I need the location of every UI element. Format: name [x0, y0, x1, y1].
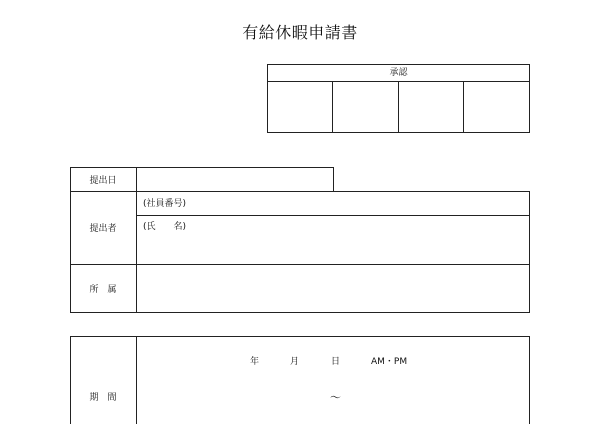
period-ampm-label: AM・PM [371, 357, 408, 367]
department-label: 所 属 [89, 285, 117, 295]
period-month-label: 月 [290, 357, 300, 367]
form-title: 有給休暇申請書 [242, 23, 358, 42]
submission-date-field[interactable] [137, 168, 332, 190]
period-year-label: 年 [250, 357, 260, 367]
approval-box [267, 64, 530, 133]
period-field[interactable] [137, 337, 528, 424]
border-line [70, 336, 71, 424]
approval-stamp-cell-4[interactable] [464, 82, 529, 132]
approval-stamp-cell-3[interactable] [399, 82, 464, 132]
submitter-label: 提出者 [89, 224, 117, 234]
approval-header: 承認 [268, 65, 529, 82]
border-line [70, 312, 530, 313]
employee-number-field[interactable] [200, 192, 528, 214]
border-line [529, 191, 530, 313]
employee-number-label: (社員番号) [143, 199, 187, 209]
name-field[interactable] [200, 216, 528, 263]
period-label: 期 間 [89, 393, 117, 403]
approval-stamp-cell-2[interactable] [333, 82, 399, 132]
period-separator: ～ [330, 391, 341, 404]
approval-stamp-cell-1[interactable] [268, 82, 333, 132]
period-day-label: 日 [331, 357, 341, 367]
name-label: (氏 名) [143, 222, 187, 232]
submission-date-label: 提出日 [89, 176, 117, 186]
border-line [333, 167, 334, 192]
border-line [529, 336, 530, 424]
department-field[interactable] [137, 265, 528, 311]
